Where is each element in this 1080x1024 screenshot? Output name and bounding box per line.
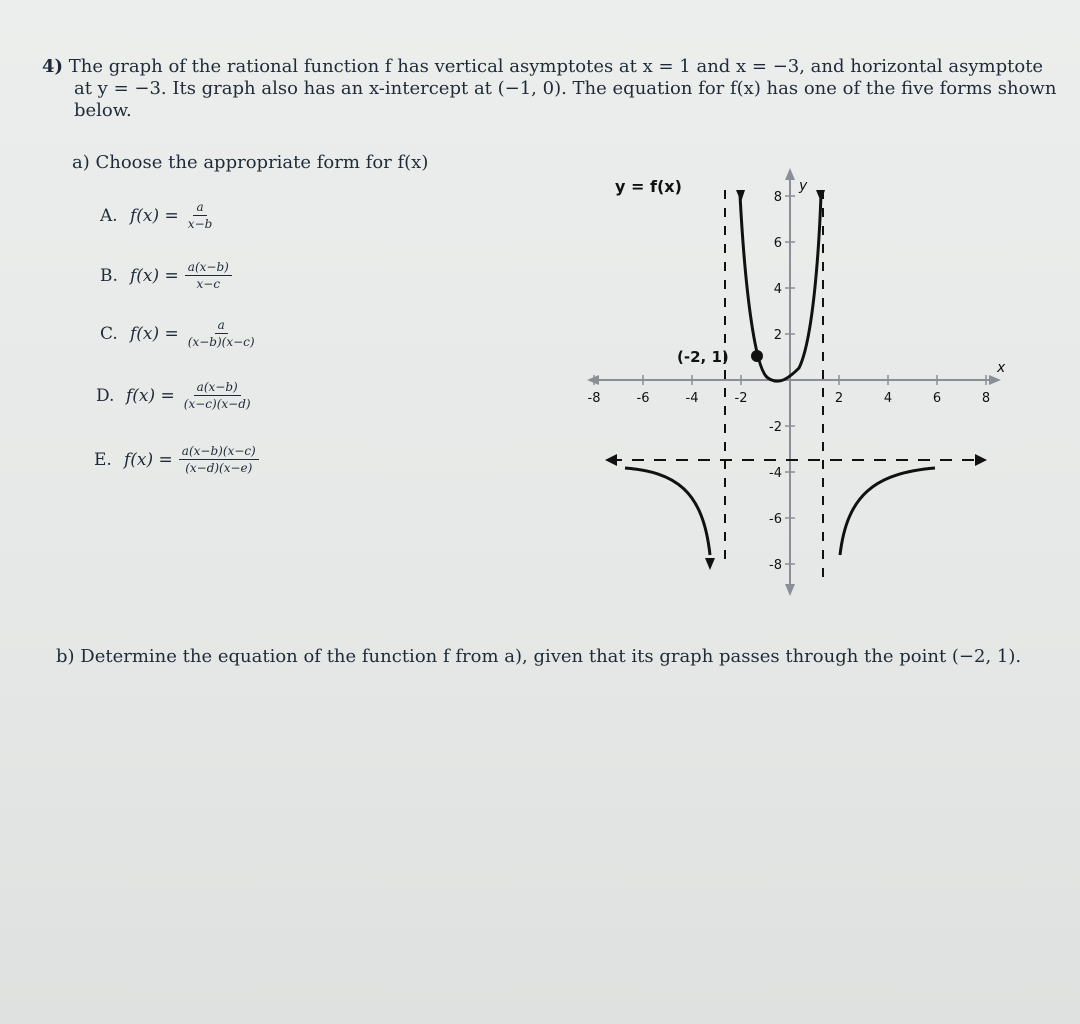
choice-a[interactable] — [100, 200, 215, 231]
asymptote-arrow-right — [975, 454, 987, 466]
x-tick-label: -4 — [685, 391, 699, 406]
choice-label: B. — [100, 265, 118, 286]
fraction-numerator: a(x−b)(x−c) — [179, 444, 259, 460]
question-line-1 — [42, 56, 1042, 78]
asymptote-arrow-left — [605, 454, 617, 466]
x-tick-label: 2 — [834, 391, 844, 406]
choice-label: A. — [100, 205, 118, 226]
fraction-numerator: a — [215, 318, 228, 334]
left-branch — [625, 468, 710, 555]
part-a-prompt: a) Choose the appropriate form for f(x) — [72, 152, 429, 173]
middle-branch-arrow-left — [736, 190, 745, 202]
y-axis-label: y — [799, 178, 808, 194]
y-tick-label: -4 — [769, 466, 782, 481]
question-line-1-text: The graph of the rational function f has vertical asymptotes at x = 1 and x = −3, and horizontal asymptote — [68, 56, 1044, 77]
fraction-denominator: (x−c)(x−d) — [183, 397, 251, 411]
choice-c[interactable] — [100, 318, 258, 349]
y-tick-label: -6 — [769, 512, 782, 527]
choice-b[interactable] — [100, 260, 232, 291]
x-tick-label: 6 — [932, 391, 942, 406]
y-tick-label: 2 — [773, 328, 782, 343]
choice-d[interactable] — [96, 380, 254, 411]
x-axis-arrow-left — [587, 375, 599, 385]
y-tick-label: 8 — [773, 190, 782, 205]
function-graph — [585, 160, 1005, 604]
part-b-prompt: b) Determine the equation of the function f from a), given that its graph passes through the point (−2, 1). — [56, 646, 1022, 667]
x-tick-label: 8 — [981, 391, 991, 406]
choice-fraction — [181, 380, 254, 411]
choice-fraction — [185, 260, 232, 291]
y-axis-arrow-up — [785, 168, 795, 180]
choice-lhs: f(x) = — [130, 205, 179, 226]
axis-ticks — [588, 190, 991, 573]
fraction-denominator: x−b — [187, 217, 213, 231]
y-tick-label: -2 — [769, 420, 782, 435]
x-tick-label: 4 — [883, 391, 893, 406]
point-label: (-2, 1) — [677, 348, 729, 366]
x-tick-label: -6 — [636, 391, 650, 406]
fraction-denominator: (x−b)(x−c) — [187, 335, 255, 349]
x-axis-arrow-right — [989, 375, 1001, 385]
choice-fraction — [185, 200, 216, 231]
fraction-numerator: a — [193, 200, 206, 216]
choice-lhs: f(x) = — [124, 449, 173, 470]
x-tick-label: -8 — [587, 391, 601, 406]
y-tick-label: -8 — [769, 558, 782, 573]
graph-title: y = f(x) — [615, 177, 682, 196]
right-branch — [840, 468, 935, 555]
choice-e[interactable] — [94, 444, 259, 475]
fraction-denominator: x−c — [196, 277, 221, 291]
graph-svg — [585, 160, 1005, 600]
question-line-3: below. — [74, 100, 132, 121]
point-marker — [751, 350, 763, 362]
choice-lhs: f(x) = — [130, 265, 179, 286]
choice-fraction — [185, 318, 258, 349]
choice-fraction — [179, 444, 259, 475]
fraction-numerator: a(x−b) — [185, 260, 232, 276]
choice-label: C. — [100, 323, 118, 344]
choice-lhs: f(x) = — [130, 323, 179, 344]
y-tick-label: 6 — [773, 236, 782, 251]
fraction-denominator: (x−d)(x−e) — [185, 461, 253, 475]
question-line-2: at y = −3. Its graph also has an x-intercept at (−1, 0). The equation for f(x) has one of the five forms shown — [74, 78, 1057, 99]
choice-lhs: f(x) = — [126, 385, 175, 406]
choice-label: D. — [96, 385, 115, 406]
choice-label: E. — [94, 449, 112, 470]
question-text — [42, 56, 1057, 122]
x-tick-label: -2 — [734, 391, 748, 406]
fraction-numerator: a(x−b) — [194, 380, 241, 396]
left-branch-arrow — [705, 558, 715, 570]
y-tick-label: 4 — [773, 282, 782, 297]
question-number: 4) — [42, 56, 64, 77]
y-axis-arrow-down — [785, 584, 795, 596]
x-axis-label: x — [997, 360, 1005, 376]
